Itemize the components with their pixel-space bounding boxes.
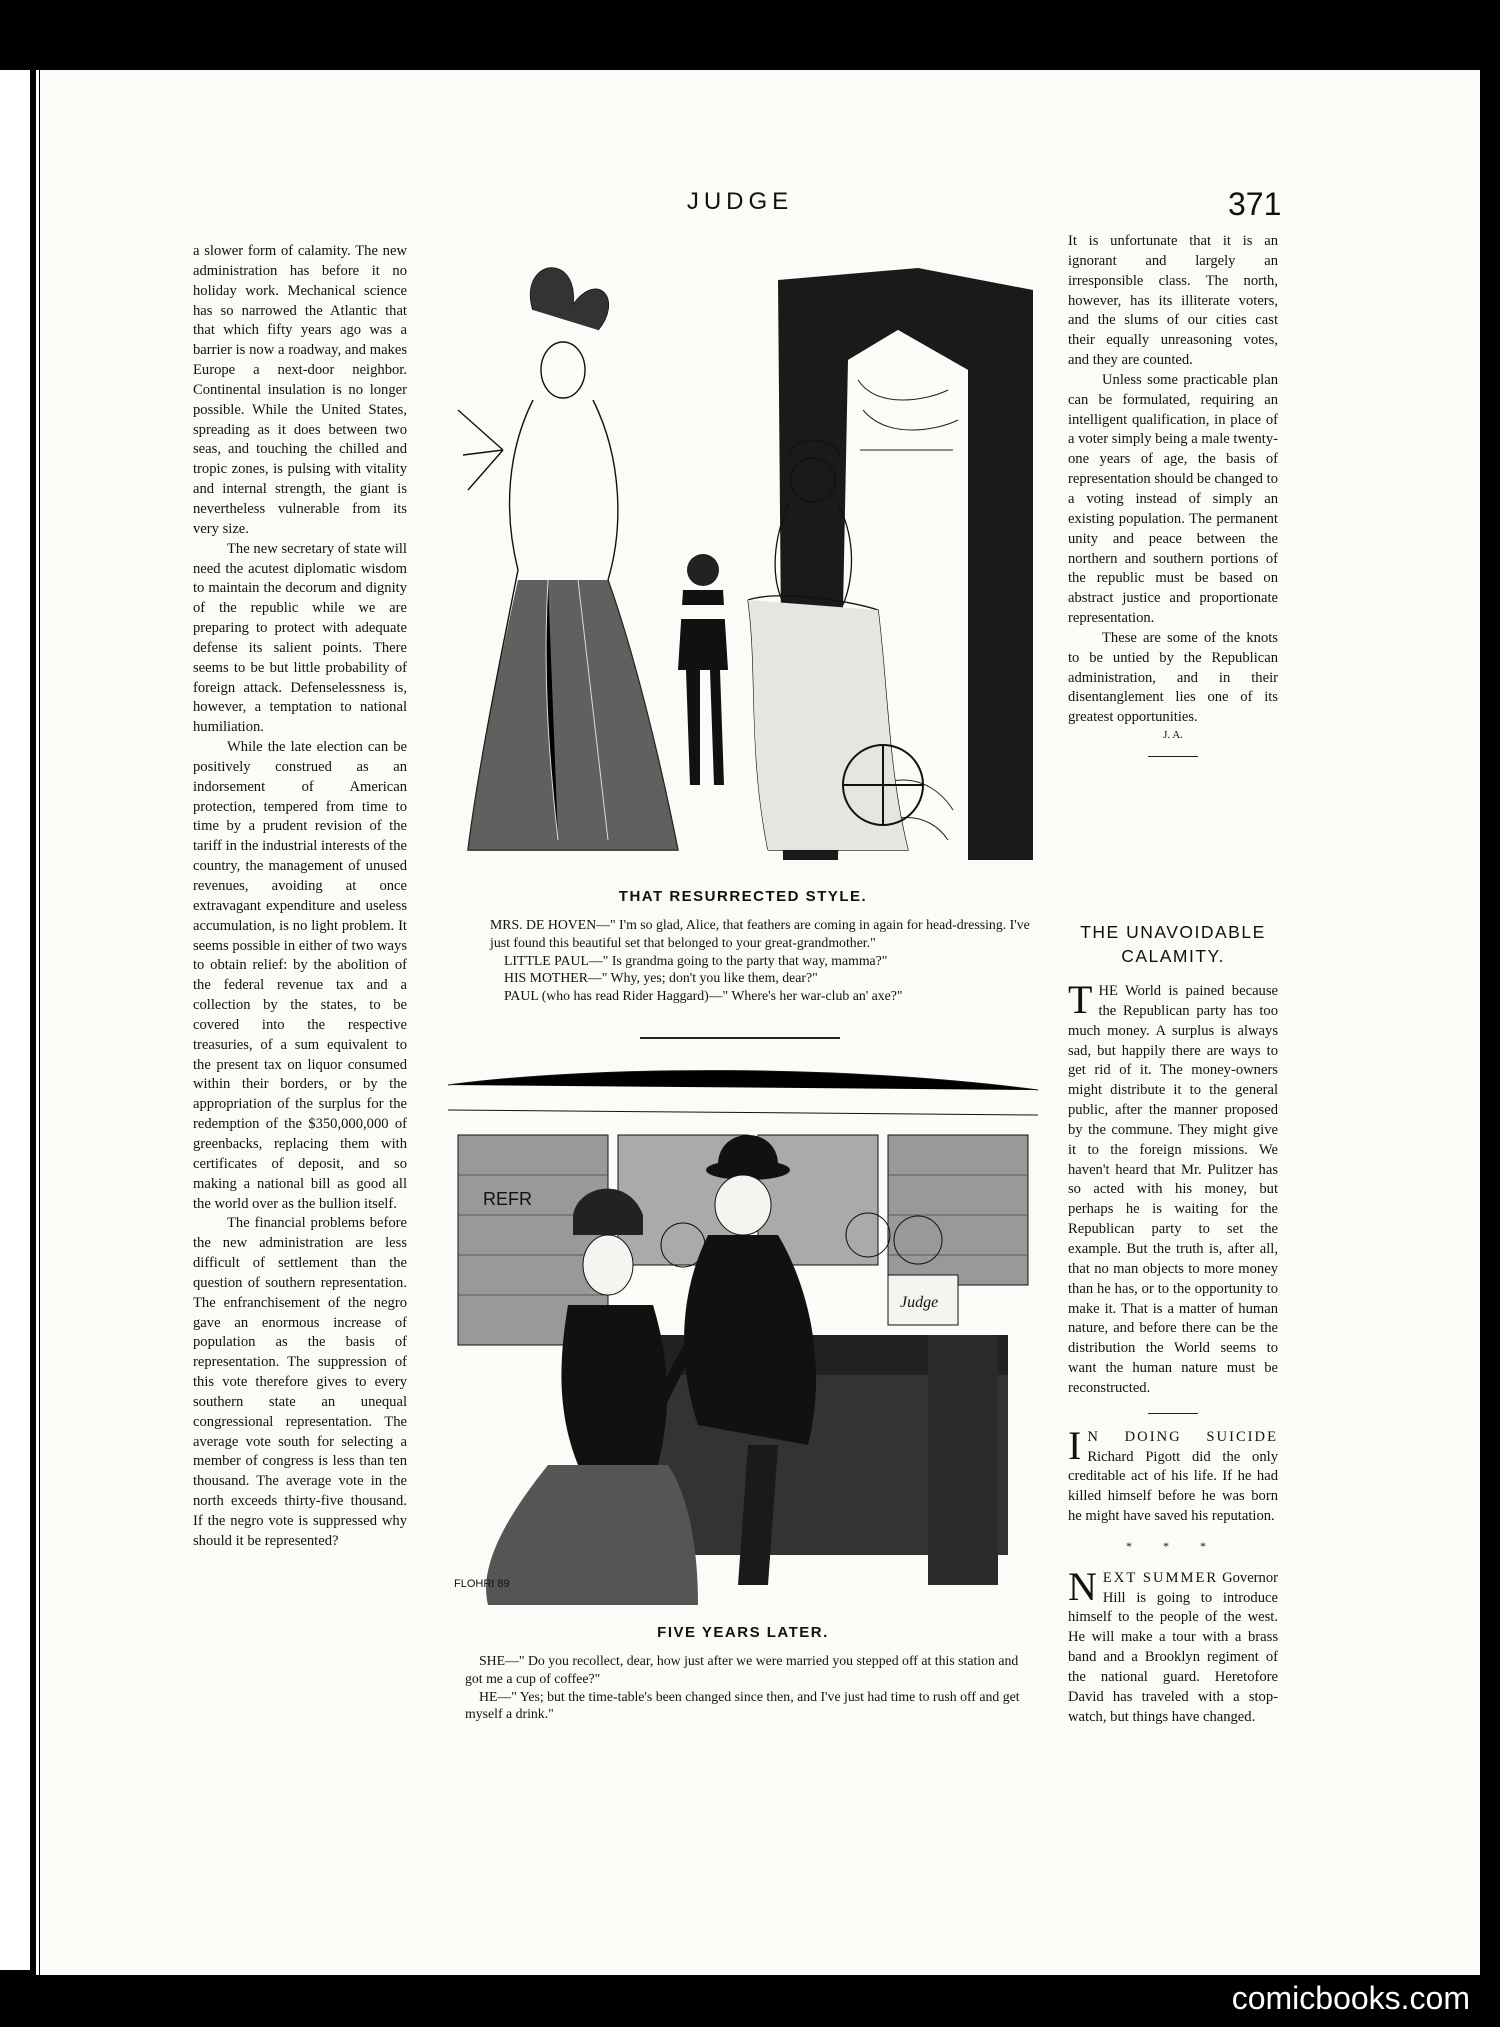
- item-body: Richard Pigott did the only creditable act of his life. If he had killed himself before he was born he might have saved his reputation.: [1068, 1448, 1278, 1525]
- cartoon-illustration-five-years-later: [448, 1065, 1038, 1605]
- drop-cap: I: [1068, 1422, 1082, 1468]
- caption-line: HIS MOTHER—" Why, yes; don't you like them, dear?": [504, 970, 818, 986]
- paragraph: It is unfortunate that it is an ignorant and largely an irresponsible class. The north, however, has its illiterate voters, and the slums of our cities cast their equally unreasoning votes, and they are counted.: [1068, 233, 1278, 369]
- author-signature: J. A.: [1163, 729, 1183, 742]
- window-sign-text: REFR: [483, 1189, 532, 1209]
- cartoon-caption: [490, 916, 1030, 1005]
- publication-title: JUDGE: [686, 188, 794, 215]
- divider: [1148, 1413, 1198, 1414]
- paragraph: Unless some practicable plan can be formulated, requiring an intelligent qualification, in place of a voter simply being a male twenty-one years of age, the basis of representation should be changed to a voting instead of simply an existing population. The permanent unity and peace between the northern and southern portions of the republic must be based on abstract justice and proportionate representation.: [1068, 371, 1278, 627]
- artist-signature: FLOHRI 89: [454, 1578, 510, 1590]
- paragraph: These are some of the knots to be untied by the Republican administration, and in their disentanglement lies one of its greatest opportunities.: [1068, 629, 1278, 726]
- drop-cap: N: [1068, 1563, 1097, 1609]
- item-body: Governor Hill is going to introduce himself to the people of the west. He will make a tour with a brass band and a Brooklyn regiment of the national guard. Heretofore David has traveled with a stop-watch, but things have changed.: [1068, 1569, 1278, 1725]
- page-number: 371: [1228, 186, 1282, 222]
- caption-line: HE—" Yes; but the time-table's been changed since then, and I've just had time to rush off and get myself a drink.": [465, 1688, 1020, 1722]
- section-stars: * * *: [1126, 1538, 1220, 1553]
- drop-cap: T: [1068, 977, 1093, 1022]
- item-lead: N DOING SUICIDE: [1087, 1428, 1278, 1445]
- left-text-column: [193, 242, 407, 1552]
- caption-line: PAUL (who has read Rider Haggard)—" Where's her war-club an' axe?": [504, 988, 903, 1004]
- cartoon-caption: [465, 1652, 1035, 1723]
- right-text-column: [1068, 232, 1278, 767]
- caption-line: MRS. DE HOVEN—" I'm so glad, Alice, that feathers are coming in again for head-dressing. I've just found this beautiful set that belonged to your great-grandmother.": [490, 917, 1030, 950]
- cartoon-title: FIVE YEARS LATER.: [657, 1624, 829, 1641]
- caption-line: SHE—" Do you recollect, dear, how just after we were married you stepped off at this station and got me a cup of coffee?": [465, 1653, 1019, 1686]
- cartoon-illustration-resurrected-style: [448, 250, 1038, 868]
- paragraph: a slower form of calamity. The new administration has before it no holiday work. Mechanical science has so narrowed the Atlantic that that which fifty years ago was a barrier is now a roadway, and makes Europe a next-door neighbor. Continental insulation is no longer possible. While the United States, spreading as it does between two seas, and touching the chilled and tropic zones, is pulsing with vitality and internal strength, the giant is nevertheless vulnerable from its very size.: [193, 243, 407, 537]
- article-body: HE World is pained because the Republican party has too much money. A surplus is always sad, but happily there are ways to get rid of it. The money-owners might distribute it to the general public, after the manner proposed by the commune. They might give it to the foreign missions. We haven't heard that Mr. Pulitzer has so acted with his money, but perhaps he is waiting for the Republican party to set the example. But the truth is, after all, that no man objects to more money than he has, or to the opportunity to make it. That is a matter of human nature, and before there can be the distribution the World seems to want the human nature must be reconstructed.: [1068, 983, 1278, 1396]
- previous-page-edge: [0, 70, 30, 1970]
- paragraph: While the late election can be positively construed as an indorsement of American protection, tempered from time to time by a prudent revision of the tariff in the industrial interests of the country, the management of unused revenues, avoiding at once extravagant expenditure and useless accumulation, is no light problem. It seems possible in either of two ways to obtain relief: by the abolition of the federal revenue tax and a collection by the states, to be covered into the respective treasuries, of a sum equivalent to the present tax on liquor consumed within their borders, or by the appropriation of the surplus for the redemption of the $350,000,000 of greenbacks, replacing them with certificates of deposit, and so making a national bill as good all the world over as the bullion itself.: [193, 739, 408, 1212]
- paragraph: The financial problems before the new administration are less difficult of settlement than the question of southern representation. The enfranchisement of the negro gave an enormous increase of population as the basis of representation. The suppression of this vote therefore gives to every southern state an unequal congressional representation. The average vote south for selecting a member of congress is less than ten thousand. The average vote in the north exceeds thirty-five thousand. If the negro vote is suppressed why should it be represented?: [193, 1215, 407, 1549]
- page-spine: [36, 70, 39, 1975]
- divider: [640, 1037, 840, 1039]
- right-text-column-lower: [1068, 920, 1278, 1728]
- cartoon-title: THAT RESURRECTED STYLE.: [618, 888, 868, 905]
- site-watermark: comicbooks.com: [1231, 1980, 1470, 2016]
- article-heading: THE UNAVOIDABLE CALAMITY.: [1080, 922, 1266, 966]
- divider: [1148, 756, 1198, 757]
- item-lead: EXT SUMMER: [1102, 1569, 1219, 1586]
- newspaper-text: Judge: [900, 1294, 939, 1311]
- paragraph: The new secretary of state will need the acutest diplomatic wisdom to maintain the decorum and dignity of the republic while we are preparing to protect with adequate defense its salient points. There seems to be but little probability of foreign attack. Defenselessness is, however, a temptation to national humiliation.: [193, 540, 407, 736]
- caption-line: LITTLE PAUL—" Is grandma going to the party that way, mamma?": [504, 952, 888, 968]
